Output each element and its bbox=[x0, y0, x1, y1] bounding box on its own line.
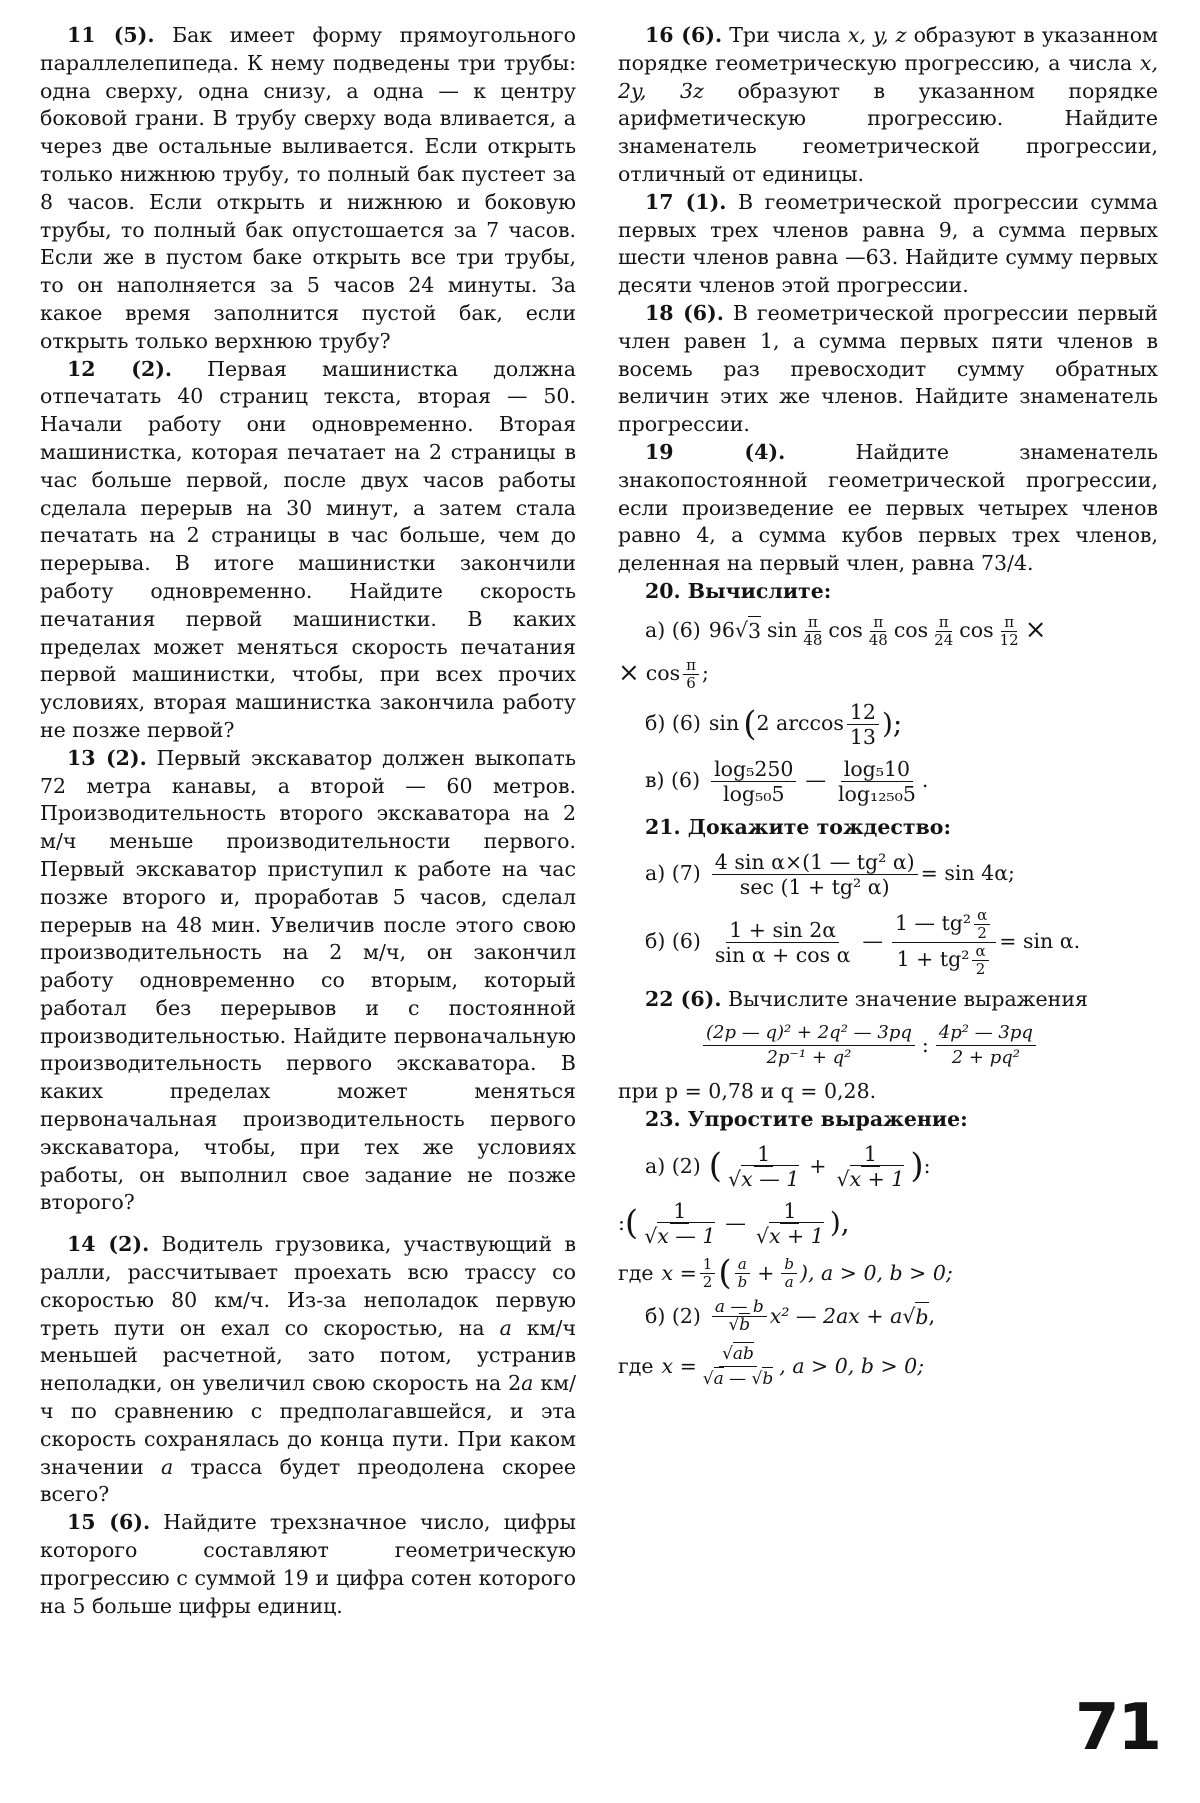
problem-13: 13 (2). Первый экскаватор должен выкопать 72 метра канавы, а второй — 60 метров. Производительность второго экскаватора на 2 м/ч меньше производительности первого. Первый экскаватор приступил к работе на час позже второго и, проработав 5 часов, сделал перерыв на 48 мин. Увеличив после этого свою производительность на 2 м/ч, он закончил работу одновременно со вторым, который работал без перерывов и с постоянной производительностью. Найдите первоначальную производительность первого экскаватора. В каких пределах может меняться первоначальная производительность первого экскаватора, чтобы, при тех же условиях работы, он выполнил свое задание не позже второго? bbox=[40, 745, 576, 1215]
problem-14: 14 (2). Водитель грузовика, участвующий в ралли, рассчитывает проехать всю трассу со скоростью 80 км/ч. Из-за неполадок первую треть пути он ехал со скоростью, на a км/ч меньшей расчетной, зато потом, устранив неполадки, он увеличил свою скорость на 2a км/ч по сравнению с предполагавшейся, и эта скорость сохранялась до конца пути. При каком значении a трасса будет преодолена скорее всего? bbox=[40, 1232, 576, 1507]
problem-22: 22 (6). Вычислите значение выражения bbox=[645, 986, 1088, 1011]
fraction: $\frac{1}{√x — 1}$ bbox=[728, 1141, 800, 1191]
problem-21b: б) (6) $\frac{1 + \sin 2\alpha}{\text{sin α + cos α}}$ — 1 — tg² $\frac{\alpha}{2}$ 1 + tg² $\frac{\alpha}{2}$ = sin α. bbox=[645, 905, 1081, 978]
problem-23b: б) (2) $\frac{a — b}{√b}$ x² — 2ax + a √ b , bbox=[645, 1296, 936, 1335]
sqrt-symbol: √ bbox=[734, 618, 748, 643]
fraction: $\frac{√ab}{√a — √b}$ bbox=[702, 1343, 774, 1389]
problem-20c: в) (6) $\frac{\text{log₅250}}{\text{log₅₀5}}$ — $\frac{\text{log₅10}}{\text{log₁₂₅₀5}}$ . bbox=[645, 756, 929, 806]
fraction: $\frac{\pi}{24}$ bbox=[934, 612, 954, 649]
fraction: $\frac{a}{b}$ bbox=[735, 1256, 751, 1291]
fraction: $\frac{1 + \sin 2\alpha}{\text{sin α + cos α}}$ bbox=[714, 917, 851, 967]
fraction: $\frac{1}{√x + 1}$ bbox=[836, 1141, 905, 1191]
right-column bbox=[618, 22, 1158, 1399]
fraction: $\frac{1}{√x + 1}$ bbox=[755, 1198, 824, 1248]
fraction: $\frac{\text{4 sin α×(1 — tg² α)}}{\text{sec (1 + tg² α)}}$ bbox=[712, 850, 918, 899]
problem-16: 16 (6). Три числа x, y, z образуют в указанном порядке геометрическую прогрессию, а числа x, 2y, 3z образуют в указанном порядке арифметическую прогрессию. Найдите знаменатель геометрической прогрессии, отличный от единицы. bbox=[618, 23, 1158, 186]
problem-22-values: при p = 0,78 и q = 0,28. bbox=[618, 1079, 877, 1104]
problem-21a: а) (7) $\frac{\text{4 sin α×(1 — tg² α)}}{\text{sec (1 + tg² α)}}$ = sin 4α; bbox=[645, 849, 1015, 899]
problem-15: 15 (6). Найдите трехзначное число, цифры которого составляют геометрическую прогрессию с суммой 19 и цифра сотен которого на 5 больше цифры единиц. bbox=[40, 1510, 576, 1618]
fraction: $\frac{\pi}{12}$ bbox=[999, 612, 1019, 649]
fraction: $\frac{\pi}{48}$ bbox=[803, 612, 823, 649]
problem-18: 18 (6). В геометрической прогрессии первый член равен 1, а сумма первых пяти членов в восемь раз превосходит сумму обратных величин этих же членов. Найдите знаменатель прогрессии. bbox=[618, 300, 1158, 437]
problem-22-expr: $\frac{\text{(2p — q)² + 2q² — 3pq}}{\text{2p⁻¹ + q²}}$ : $\frac{\text{4p² — 3pq}}{\text{2 + pq²}}$ bbox=[700, 1021, 1158, 1070]
fraction: $\frac{1}{√x — 1}$ bbox=[644, 1198, 716, 1248]
problem-20-heading: 20. Вычислите: bbox=[645, 578, 832, 603]
fraction: 1 — tg² $\frac{\alpha}{2}$ 1 + tg² $\frac{\alpha}{2}$ bbox=[892, 907, 996, 978]
problem-17: 17 (1). В геометрической прогрессии сумма первых трех членов равна 9, а сумма первых шести членов равна —63. Найдите сумму первых десяти членов этой прогрессии. bbox=[618, 189, 1158, 298]
fraction: $\frac{12}{13}$ bbox=[847, 700, 879, 749]
fraction: $\frac{\text{log₅250}}{\text{log₅₀5}}$ bbox=[711, 757, 796, 806]
fraction: $\frac{\text{4p² — 3pq}}{\text{2 + pq²}}$ bbox=[936, 1021, 1036, 1070]
fraction: $\frac{\text{log₅10}}{\text{log₁₂₅₀5}}$ bbox=[837, 756, 916, 806]
problem-23b-where: где x = $\frac{√ab}{√a — √b}$ , a > 0, b > 0; bbox=[618, 1343, 925, 1389]
problem-23a-where: где x = $\frac{1}{2}$ ( $\frac{a}{b}$ + $\frac{b}{a}$ ), a > 0, b > 0; bbox=[618, 1253, 953, 1294]
fraction: $\frac{\pi}{48}$ bbox=[868, 612, 888, 649]
problem-19: 19 (4). Найдите знаменатель знакопостоянной геометрической прогрессии, если произведение ее первых четырех членов равно 4, а сумма кубов первых трех членов, деленная на первый член, равна 73/4. bbox=[618, 439, 1158, 576]
problem-21-heading: 21. Докажите тождество: bbox=[645, 814, 952, 839]
problem-23a: а) (2) ( $\frac{1}{√x — 1}$ + $\frac{1}{√x + 1}$ ) : bbox=[645, 1141, 931, 1191]
fraction: $\frac{a — b}{√b}$ bbox=[712, 1299, 767, 1334]
problem-20b: б) (6) sin ( 2 arccos $\frac{12}{13}$ ); bbox=[645, 699, 903, 749]
fraction: $\frac{\pi}{6}$ bbox=[683, 657, 699, 692]
problem-23-heading: 23. Упростите выражение: bbox=[645, 1107, 968, 1132]
page-number: 71 bbox=[1074, 1691, 1160, 1765]
fraction: $\frac{b}{a}$ bbox=[781, 1256, 797, 1291]
problem-20a: а) (6) 96 √ 3 sin $\frac{\pi}{48}$ cos $\frac{\pi}{48}$ cos $\frac{\pi}{24}$ cos $\frac{\pi}{12}$ × bbox=[645, 612, 1047, 649]
problem-11: 11 (5). Бак имеет форму прямоугольного параллелепипеда. К нему подведены три трубы: одна сверху, одна снизу, а одна — к центру боковой грани. В трубу сверху вода вливается, а через две остальные выливается. Если открыть только нижнюю трубу, то полный бак пустеет за 8 часов. Если открыть и нижнюю и боковую трубы, то полный бак опустошается за 7 часов. Если же в пустом баке открыть все три трубы, то он наполняется за 5 часов 24 минуты. За какое время заполнится пустой бак, если открыть только верхнюю трубу? bbox=[40, 23, 576, 353]
left-column bbox=[40, 22, 576, 1620]
problem-23a-cont: : ( $\frac{1}{√x — 1}$ — $\frac{1}{√x + 1}$ ), bbox=[618, 1198, 850, 1248]
fraction: $\frac{1}{2}$ bbox=[700, 1256, 716, 1291]
fraction: $\frac{\text{(2p — q)² + 2q² — 3pq}}{\text{2p⁻¹ + q²}}$ bbox=[703, 1021, 915, 1070]
problem-12: 12 (2). Первая машинистка должна отпечатать 40 страниц текста, вторая — 50. Начали работу они одновременно. Вторая машинистка, которая печатает на 2 страницы в час больше первой, после двух часов работы сделала перерыв на 30 минут, а затем стала печатать на 2 страницы в час больше, чем до перерыва. В итоге машинистки закончили работу одновременно. Найдите скорость печатания первой машинистки. В каких пределах может меняться скорость печатания первой машинистки, чтобы, при всех прочих условиях, вторая машинистка закончила работу не позже первой? bbox=[40, 356, 576, 742]
problem-20a-cont: × cos $\frac{\pi}{6}$ ; bbox=[618, 655, 709, 692]
